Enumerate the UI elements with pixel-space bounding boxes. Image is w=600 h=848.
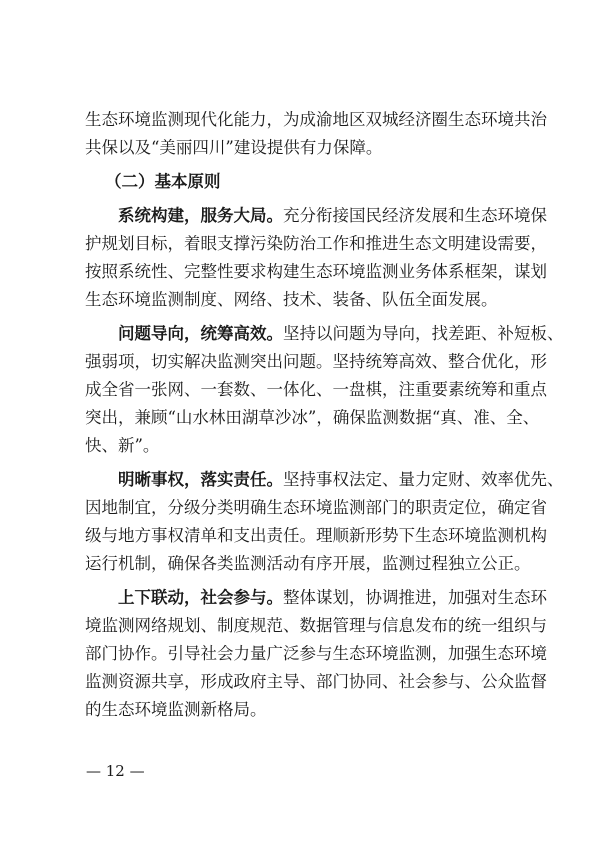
- intro-paragraph: [85, 106, 547, 162]
- principle-4-first-line-rest: 整体谋划，协调推进，加强对生态环: [283, 588, 547, 607]
- principle-4-first-line: [85, 584, 547, 612]
- principle-4-line-2: 境监测网络规划、制度规范、数据管理与信息发布的统一组织与: [85, 616, 547, 635]
- principle-paragraph-3: [85, 466, 564, 578]
- principle-3-first-line: [85, 466, 564, 494]
- principle-4-line-5: 的生态环境监测新格局。: [85, 700, 267, 719]
- intro-line-1: 生态环境监测现代化能力，为成渝地区双城经济圈生态环境共治: [85, 110, 547, 129]
- principle-paragraph-4: [85, 584, 547, 724]
- principle-1-line-2: 护规划目标，着眼支撑污染防治工作和推进生态文明建设需要，: [85, 234, 547, 253]
- principle-4-line-4: 监测资源共享，形成政府主导、部门协同、社会参与、公众监督: [85, 672, 547, 691]
- principle-1-first-line: [85, 202, 547, 230]
- page-number: — 12 —: [86, 762, 145, 780]
- principle-4-line-3: 部门协作。引导社会力量广泛参与生态环境监测，加强生态环境: [85, 644, 547, 663]
- principle-paragraph-2: [85, 320, 564, 460]
- principle-2-first-line: [85, 320, 564, 348]
- principle-1-lead: 系统构建，服务大局。: [118, 206, 283, 225]
- principle-2-line-5: 快、新”。: [85, 436, 160, 455]
- principle-3-line-3: 级与地方事权清单和支出责任。理顺新形势下生态环境监测机构: [85, 526, 547, 545]
- principle-3-line-2: 因地制宜，分级分类明确生态环境监测部门的职责定位，确定省: [85, 498, 547, 517]
- section-heading: （二）基本原则: [105, 172, 221, 191]
- intro-line-2: 共保以及“美丽四川”建设提供有力保障。: [85, 138, 383, 157]
- principle-2-lead: 问题导向，统筹高效。: [118, 324, 283, 343]
- document-body: [85, 106, 564, 724]
- principle-1-first-line-rest: 充分衔接国民经济发展和生态环境保: [283, 206, 547, 225]
- principle-2-line-3: 成全省一张网、一套数、一体化、一盘棋，注重要素统筹和重点: [85, 380, 547, 399]
- principle-3-lead: 明晰事权，落实责任。: [118, 470, 283, 489]
- principle-2-line-2: 强弱项，切实解决监测突出问题。坚持统筹高效、整合优化，形: [85, 352, 547, 371]
- principle-2-line-4: 突出，兼顾“山水林田湖草沙冰”，确保监测数据“真、准、全、: [85, 408, 540, 427]
- principle-3-first-line-rest: 坚持事权法定、量力定财、效率优先、: [283, 470, 564, 489]
- principle-1-line-4: 生态环境监测制度、网络、技术、装备、队伍全面发展。: [85, 290, 498, 309]
- principle-1-line-3: 按照系统性、完整性要求构建生态环境监测业务体系框架，谋划: [85, 262, 547, 281]
- principle-2-first-line-rest: 坚持以问题为导向，找差距、补短板、: [283, 324, 564, 343]
- principle-3-line-4: 运行机制，确保各类监测活动有序开展，监测过程独立公正。: [85, 554, 531, 573]
- principle-paragraph-1: [85, 202, 547, 314]
- principle-4-lead: 上下联动，社会参与。: [118, 588, 283, 607]
